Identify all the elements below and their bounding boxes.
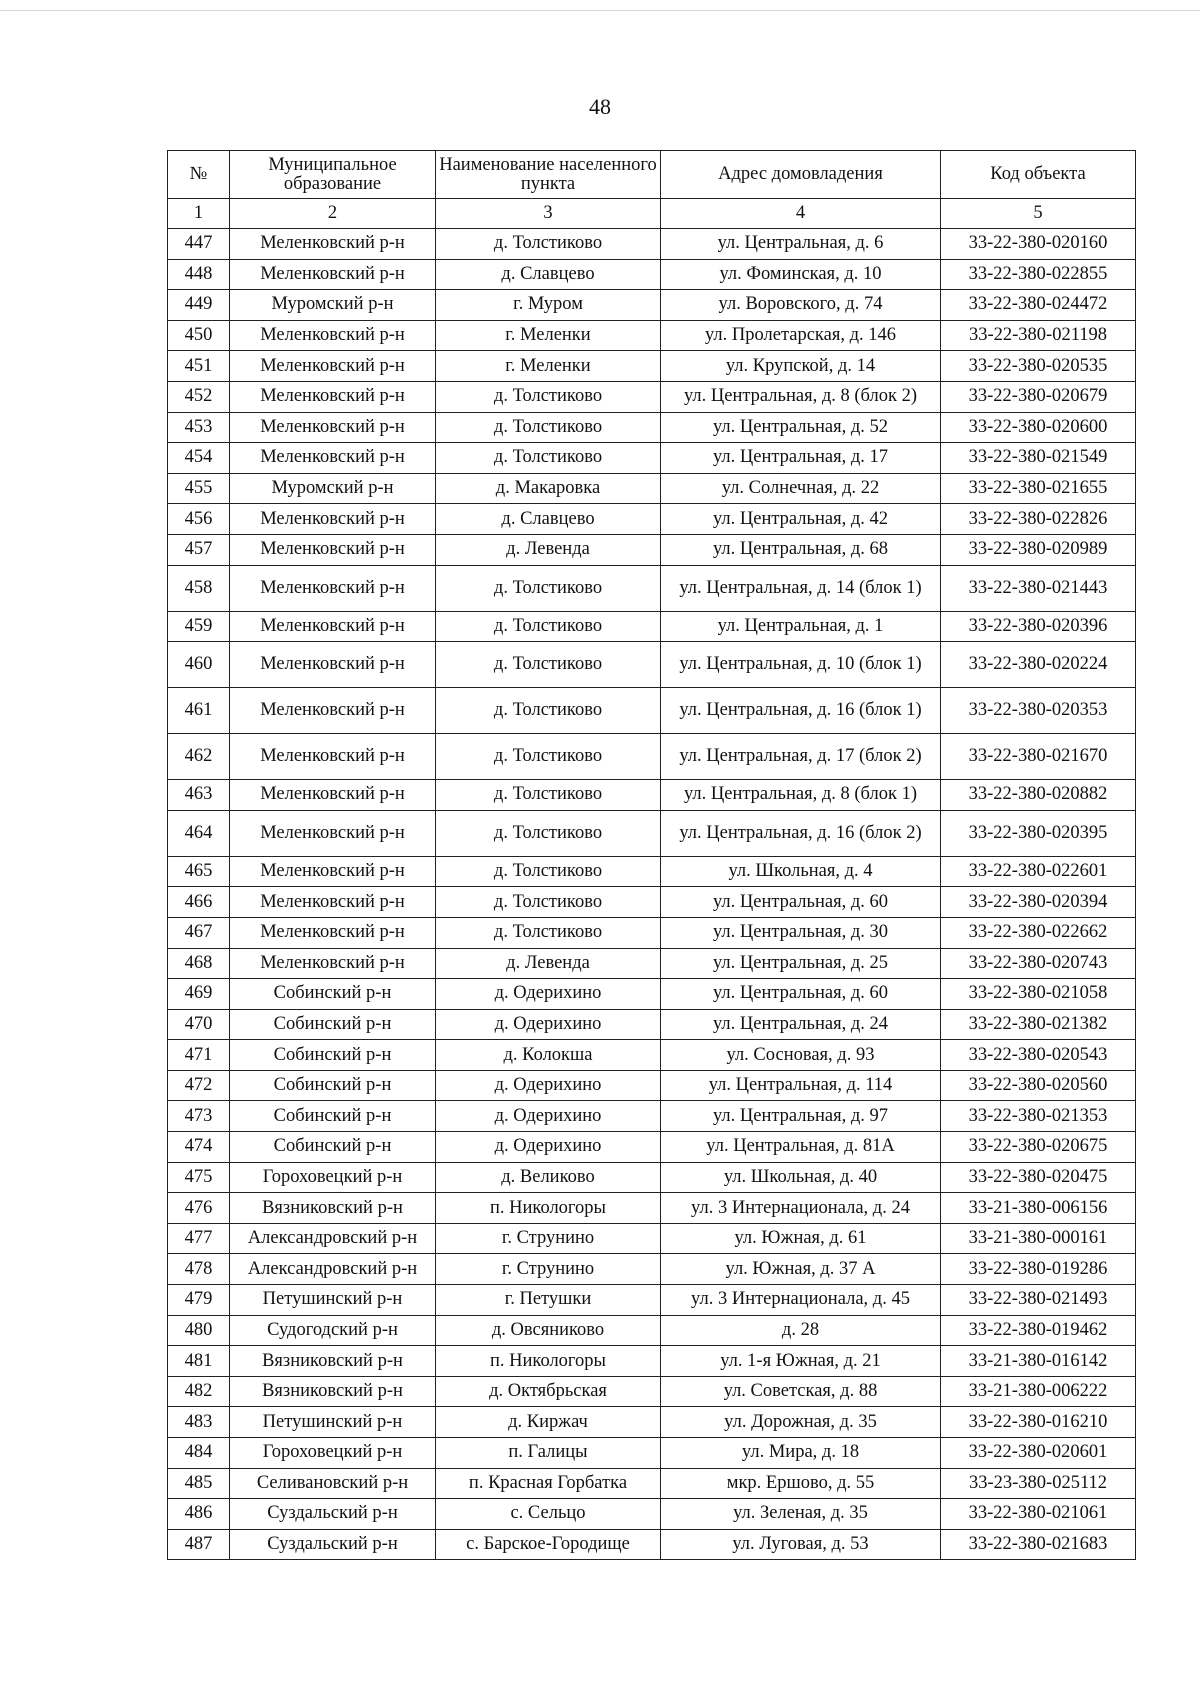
municipality-cell: Селивановский р-н bbox=[230, 1468, 436, 1499]
address-cell: ул. Центральная, д. 16 (блок 2) bbox=[661, 810, 941, 856]
table-row bbox=[168, 688, 1136, 734]
settlement-cell: д. Толстиково bbox=[436, 734, 661, 780]
address-cell: ул. Солнечная, д. 22 bbox=[661, 473, 941, 504]
settlement-cell: п. Галицы bbox=[436, 1438, 661, 1469]
table-row bbox=[168, 473, 1136, 504]
table-row bbox=[168, 1193, 1136, 1224]
address-cell: ул. Школьная, д. 40 bbox=[661, 1162, 941, 1193]
municipality-cell: Суздальский р-н bbox=[230, 1499, 436, 1530]
object-code-cell: 33-22-380-021353 bbox=[941, 1101, 1136, 1132]
row-number: 452 bbox=[168, 381, 230, 412]
row-number: 453 bbox=[168, 412, 230, 443]
municipality-cell: Меленковский р-н bbox=[230, 734, 436, 780]
table-row bbox=[168, 1009, 1136, 1040]
municipality-cell: Меленковский р-н bbox=[230, 229, 436, 260]
address-cell: ул. Зеленая, д. 35 bbox=[661, 1499, 941, 1530]
settlement-cell: г. Меленки bbox=[436, 320, 661, 351]
address-cell: ул. Крупской, д. 14 bbox=[661, 351, 941, 382]
row-number: 457 bbox=[168, 534, 230, 565]
row-number: 482 bbox=[168, 1376, 230, 1407]
municipality-cell: Александровский р-н bbox=[230, 1254, 436, 1285]
municipality-cell: Меленковский р-н bbox=[230, 948, 436, 979]
municipality-cell: Меленковский р-н bbox=[230, 856, 436, 887]
row-number: 454 bbox=[168, 443, 230, 474]
object-code-cell: 33-22-380-020882 bbox=[941, 780, 1136, 811]
address-cell: ул. Центральная, д. 60 bbox=[661, 887, 941, 918]
row-number: 486 bbox=[168, 1499, 230, 1530]
table-body bbox=[168, 229, 1136, 1560]
object-code-cell: 33-22-380-020535 bbox=[941, 351, 1136, 382]
municipality-cell: Вязниковский р-н bbox=[230, 1376, 436, 1407]
settlement-cell: п. Никологоры bbox=[436, 1346, 661, 1377]
row-number: 469 bbox=[168, 979, 230, 1010]
object-code-cell: 33-22-380-020600 bbox=[941, 412, 1136, 443]
object-code-cell: 33-22-380-020395 bbox=[941, 810, 1136, 856]
row-number: 487 bbox=[168, 1529, 230, 1560]
row-number: 477 bbox=[168, 1223, 230, 1254]
municipality-cell: Меленковский р-н bbox=[230, 320, 436, 351]
object-code-cell: 33-22-380-020543 bbox=[941, 1040, 1136, 1071]
object-code-cell: 33-22-380-020394 bbox=[941, 887, 1136, 918]
table-row bbox=[168, 1070, 1136, 1101]
municipality-cell: Меленковский р-н bbox=[230, 443, 436, 474]
object-code-cell: 33-22-380-016210 bbox=[941, 1407, 1136, 1438]
municipality-cell: Суздальский р-н bbox=[230, 1529, 436, 1560]
column-number: 5 bbox=[941, 199, 1136, 229]
settlement-cell: д. Толстиково bbox=[436, 381, 661, 412]
table-header-row bbox=[168, 151, 1136, 199]
table-row bbox=[168, 351, 1136, 382]
row-number: 471 bbox=[168, 1040, 230, 1071]
address-cell: ул. Дорожная, д. 35 bbox=[661, 1407, 941, 1438]
municipality-cell: Судогодский р-н bbox=[230, 1315, 436, 1346]
object-code-cell: 33-22-380-021670 bbox=[941, 734, 1136, 780]
settlement-cell: г. Петушки bbox=[436, 1285, 661, 1316]
object-code-cell: 33-22-380-020675 bbox=[941, 1132, 1136, 1163]
municipality-cell: Собинский р-н bbox=[230, 1132, 436, 1163]
row-number: 475 bbox=[168, 1162, 230, 1193]
object-code-cell: 33-22-380-021058 bbox=[941, 979, 1136, 1010]
row-number: 458 bbox=[168, 565, 230, 611]
settlement-cell: г. Струнино bbox=[436, 1223, 661, 1254]
table-row bbox=[168, 611, 1136, 642]
municipality-cell: Собинский р-н bbox=[230, 1009, 436, 1040]
address-cell: ул. 3 Интернационала, д. 24 bbox=[661, 1193, 941, 1224]
table-row bbox=[168, 565, 1136, 611]
settlement-cell: с. Сельцо bbox=[436, 1499, 661, 1530]
row-number: 462 bbox=[168, 734, 230, 780]
column-number: 3 bbox=[436, 199, 661, 229]
object-code-cell: 33-22-380-020560 bbox=[941, 1070, 1136, 1101]
settlement-cell: д. Макаровка bbox=[436, 473, 661, 504]
municipality-cell: Собинский р-н bbox=[230, 1040, 436, 1071]
address-cell: ул. Воровского, д. 74 bbox=[661, 290, 941, 321]
header-object-code: Код объекта bbox=[941, 151, 1136, 199]
object-code-cell: 33-22-380-020160 bbox=[941, 229, 1136, 260]
table-row bbox=[168, 642, 1136, 688]
address-cell: ул. Центральная, д. 17 bbox=[661, 443, 941, 474]
row-number: 455 bbox=[168, 473, 230, 504]
settlement-cell: д. Толстиково bbox=[436, 810, 661, 856]
settlement-cell: д. Толстиково bbox=[436, 443, 661, 474]
object-code-cell: 33-22-380-019286 bbox=[941, 1254, 1136, 1285]
column-number: 2 bbox=[230, 199, 436, 229]
address-cell: ул. Центральная, д. 14 (блок 1) bbox=[661, 565, 941, 611]
table-row bbox=[168, 887, 1136, 918]
address-cell: ул. Фоминская, д. 10 bbox=[661, 259, 941, 290]
object-code-cell: 33-22-380-022601 bbox=[941, 856, 1136, 887]
header-address: Адрес домовладения bbox=[661, 151, 941, 199]
table-row bbox=[168, 381, 1136, 412]
municipality-cell: Петушинский р-н bbox=[230, 1407, 436, 1438]
row-number: 474 bbox=[168, 1132, 230, 1163]
table-row bbox=[168, 1315, 1136, 1346]
table-row bbox=[168, 810, 1136, 856]
table-row bbox=[168, 1376, 1136, 1407]
scan-edge-line bbox=[0, 10, 1200, 15]
table-row bbox=[168, 780, 1136, 811]
table-row bbox=[168, 504, 1136, 535]
object-code-cell: 33-22-380-022662 bbox=[941, 917, 1136, 948]
table-row bbox=[168, 320, 1136, 351]
table-row bbox=[168, 1468, 1136, 1499]
settlement-cell: д. Славцево bbox=[436, 259, 661, 290]
table-row bbox=[168, 229, 1136, 260]
page-number: 48 bbox=[589, 94, 611, 119]
municipality-cell: Вязниковский р-н bbox=[230, 1346, 436, 1377]
row-number: 485 bbox=[168, 1468, 230, 1499]
settlement-cell: д. Толстиково bbox=[436, 565, 661, 611]
object-code-cell: 33-22-380-021655 bbox=[941, 473, 1136, 504]
settlement-cell: д. Овсяниково bbox=[436, 1315, 661, 1346]
address-cell: ул. Центральная, д. 97 bbox=[661, 1101, 941, 1132]
row-number: 461 bbox=[168, 688, 230, 734]
address-cell: ул. Центральная, д. 17 (блок 2) bbox=[661, 734, 941, 780]
row-number: 479 bbox=[168, 1285, 230, 1316]
object-code-cell: 33-22-380-024472 bbox=[941, 290, 1136, 321]
address-cell: ул. Центральная, д. 8 (блок 1) bbox=[661, 780, 941, 811]
address-cell: ул. Центральная, д. 16 (блок 1) bbox=[661, 688, 941, 734]
municipality-cell: Муромский р-н bbox=[230, 290, 436, 321]
municipality-cell: Меленковский р-н bbox=[230, 810, 436, 856]
settlement-cell: п. Никологоры bbox=[436, 1193, 661, 1224]
settlement-cell: с. Барское-Городище bbox=[436, 1529, 661, 1560]
table-row bbox=[168, 1407, 1136, 1438]
settlement-cell: д. Октябрьская bbox=[436, 1376, 661, 1407]
settlement-cell: д. Одерихино bbox=[436, 979, 661, 1010]
address-cell: ул. Центральная, д. 1 bbox=[661, 611, 941, 642]
row-number: 470 bbox=[168, 1009, 230, 1040]
object-code-cell: 33-21-380-016142 bbox=[941, 1346, 1136, 1377]
row-number: 483 bbox=[168, 1407, 230, 1438]
address-cell: мкр. Ершово, д. 55 bbox=[661, 1468, 941, 1499]
registry-table bbox=[167, 150, 1136, 1560]
object-code-cell: 33-21-380-000161 bbox=[941, 1223, 1136, 1254]
table-row bbox=[168, 1254, 1136, 1285]
row-number: 484 bbox=[168, 1438, 230, 1469]
object-code-cell: 33-22-380-020989 bbox=[941, 534, 1136, 565]
row-number: 447 bbox=[168, 229, 230, 260]
settlement-cell: г. Меленки bbox=[436, 351, 661, 382]
settlement-cell: д. Колокша bbox=[436, 1040, 661, 1071]
row-number: 459 bbox=[168, 611, 230, 642]
settlement-cell: д. Одерихино bbox=[436, 1101, 661, 1132]
row-number: 465 bbox=[168, 856, 230, 887]
table-row bbox=[168, 948, 1136, 979]
address-cell: ул. Центральная, д. 25 bbox=[661, 948, 941, 979]
settlement-cell: д. Одерихино bbox=[436, 1009, 661, 1040]
table-row bbox=[168, 917, 1136, 948]
address-cell: ул. Центральная, д. 68 bbox=[661, 534, 941, 565]
municipality-cell: Меленковский р-н bbox=[230, 381, 436, 412]
row-number: 448 bbox=[168, 259, 230, 290]
municipality-cell: Собинский р-н bbox=[230, 1070, 436, 1101]
object-code-cell: 33-22-380-020224 bbox=[941, 642, 1136, 688]
row-number: 480 bbox=[168, 1315, 230, 1346]
table-row bbox=[168, 259, 1136, 290]
settlement-cell: д. Толстиково bbox=[436, 856, 661, 887]
address-cell: ул. 1-я Южная, д. 21 bbox=[661, 1346, 941, 1377]
address-cell: ул. Сосновая, д. 93 bbox=[661, 1040, 941, 1071]
address-cell: ул. Центральная, д. 6 bbox=[661, 229, 941, 260]
object-code-cell: 33-22-380-020353 bbox=[941, 688, 1136, 734]
object-code-cell: 33-22-380-021198 bbox=[941, 320, 1136, 351]
settlement-cell: г. Муром bbox=[436, 290, 661, 321]
address-cell: ул. Центральная, д. 42 bbox=[661, 504, 941, 535]
object-code-cell: 33-22-380-021493 bbox=[941, 1285, 1136, 1316]
address-cell: ул. Пролетарская, д. 146 bbox=[661, 320, 941, 351]
municipality-cell: Вязниковский р-н bbox=[230, 1193, 436, 1224]
row-number: 481 bbox=[168, 1346, 230, 1377]
municipality-cell: Меленковский р-н bbox=[230, 780, 436, 811]
address-cell: ул. Центральная, д. 24 bbox=[661, 1009, 941, 1040]
address-cell: ул. Советская, д. 88 bbox=[661, 1376, 941, 1407]
table-row bbox=[168, 443, 1136, 474]
object-code-cell: 33-22-380-021061 bbox=[941, 1499, 1136, 1530]
settlement-cell: д. Толстиково bbox=[436, 887, 661, 918]
table-row bbox=[168, 1346, 1136, 1377]
object-code-cell: 33-22-380-020396 bbox=[941, 611, 1136, 642]
table-row bbox=[168, 1040, 1136, 1071]
municipality-cell: Собинский р-н bbox=[230, 979, 436, 1010]
municipality-cell: Меленковский р-н bbox=[230, 642, 436, 688]
municipality-cell: Меленковский р-н bbox=[230, 887, 436, 918]
table-row bbox=[168, 1438, 1136, 1469]
municipality-cell: Гороховецкий р-н bbox=[230, 1162, 436, 1193]
municipality-cell: Меленковский р-н bbox=[230, 611, 436, 642]
settlement-cell: п. Красная Горбатка bbox=[436, 1468, 661, 1499]
address-cell: ул. Центральная, д. 114 bbox=[661, 1070, 941, 1101]
table-row bbox=[168, 979, 1136, 1010]
object-code-cell: 33-22-380-020743 bbox=[941, 948, 1136, 979]
object-code-cell: 33-22-380-021382 bbox=[941, 1009, 1136, 1040]
municipality-cell: Меленковский р-н bbox=[230, 534, 436, 565]
settlement-cell: д. Славцево bbox=[436, 504, 661, 535]
table-row bbox=[168, 1101, 1136, 1132]
settlement-cell: д. Толстиково bbox=[436, 229, 661, 260]
object-code-cell: 33-23-380-025112 bbox=[941, 1468, 1136, 1499]
address-cell: ул. Центральная, д. 81А bbox=[661, 1132, 941, 1163]
object-code-cell: 33-22-380-021443 bbox=[941, 565, 1136, 611]
row-number: 467 bbox=[168, 917, 230, 948]
table-row bbox=[168, 412, 1136, 443]
municipality-cell: Меленковский р-н bbox=[230, 351, 436, 382]
row-number: 463 bbox=[168, 780, 230, 811]
table-row bbox=[168, 734, 1136, 780]
address-cell: ул. Центральная, д. 60 bbox=[661, 979, 941, 1010]
address-cell: ул. Центральная, д. 52 bbox=[661, 412, 941, 443]
address-cell: ул. Южная, д. 37 А bbox=[661, 1254, 941, 1285]
settlement-cell: д. Толстиково bbox=[436, 688, 661, 734]
header-settlement: Наименование населенного пункта bbox=[436, 151, 661, 199]
settlement-cell: д. Левенда bbox=[436, 534, 661, 565]
municipality-cell: Муромский р-н bbox=[230, 473, 436, 504]
address-cell: ул. Школьная, д. 4 bbox=[661, 856, 941, 887]
municipality-cell: Меленковский р-н bbox=[230, 504, 436, 535]
table-row bbox=[168, 1285, 1136, 1316]
table-row bbox=[168, 856, 1136, 887]
municipality-cell: Меленковский р-н bbox=[230, 259, 436, 290]
municipality-cell: Гороховецкий р-н bbox=[230, 1438, 436, 1469]
row-number: 456 bbox=[168, 504, 230, 535]
address-cell: ул. Луговая, д. 53 bbox=[661, 1529, 941, 1560]
municipality-cell: Александровский р-н bbox=[230, 1223, 436, 1254]
address-cell: ул. Центральная, д. 30 bbox=[661, 917, 941, 948]
object-code-cell: 33-21-380-006156 bbox=[941, 1193, 1136, 1224]
row-number: 449 bbox=[168, 290, 230, 321]
object-code-cell: 33-22-380-021549 bbox=[941, 443, 1136, 474]
column-number: 4 bbox=[661, 199, 941, 229]
table-row bbox=[168, 1499, 1136, 1530]
settlement-cell: д. Толстиково bbox=[436, 780, 661, 811]
row-number: 450 bbox=[168, 320, 230, 351]
settlement-cell: д. Толстиково bbox=[436, 412, 661, 443]
settlement-cell: д. Одерихино bbox=[436, 1070, 661, 1101]
settlement-cell: д. Толстиково bbox=[436, 917, 661, 948]
object-code-cell: 33-22-380-022826 bbox=[941, 504, 1136, 535]
table-row bbox=[168, 290, 1136, 321]
object-code-cell: 33-22-380-019462 bbox=[941, 1315, 1136, 1346]
settlement-cell: д. Левенда bbox=[436, 948, 661, 979]
header-number: № bbox=[168, 151, 230, 199]
settlement-cell: д. Толстиково bbox=[436, 642, 661, 688]
row-number: 478 bbox=[168, 1254, 230, 1285]
address-cell: ул. Центральная, д. 8 (блок 2) bbox=[661, 381, 941, 412]
object-code-cell: 33-22-380-020679 bbox=[941, 381, 1136, 412]
settlement-cell: д. Толстиково bbox=[436, 611, 661, 642]
address-cell: ул. Мира, д. 18 bbox=[661, 1438, 941, 1469]
row-number: 473 bbox=[168, 1101, 230, 1132]
address-cell: ул. 3 Интернационала, д. 45 bbox=[661, 1285, 941, 1316]
municipality-cell: Петушинский р-н bbox=[230, 1285, 436, 1316]
column-number: 1 bbox=[168, 199, 230, 229]
address-cell: ул. Южная, д. 61 bbox=[661, 1223, 941, 1254]
address-cell: д. 28 bbox=[661, 1315, 941, 1346]
row-number: 464 bbox=[168, 810, 230, 856]
municipality-cell: Меленковский р-н bbox=[230, 688, 436, 734]
municipality-cell: Меленковский р-н bbox=[230, 917, 436, 948]
settlement-cell: д. Киржач bbox=[436, 1407, 661, 1438]
settlement-cell: д. Одерихино bbox=[436, 1132, 661, 1163]
settlement-cell: д. Великово bbox=[436, 1162, 661, 1193]
object-code-cell: 33-22-380-020475 bbox=[941, 1162, 1136, 1193]
object-code-cell: 33-22-380-020601 bbox=[941, 1438, 1136, 1469]
table-row bbox=[168, 1223, 1136, 1254]
table-row bbox=[168, 534, 1136, 565]
municipality-cell: Собинский р-н bbox=[230, 1101, 436, 1132]
header-municipality: Муниципальное образование bbox=[230, 151, 436, 199]
object-code-cell: 33-22-380-022855 bbox=[941, 259, 1136, 290]
row-number: 468 bbox=[168, 948, 230, 979]
table-row bbox=[168, 1132, 1136, 1163]
object-code-cell: 33-21-380-006222 bbox=[941, 1376, 1136, 1407]
municipality-cell: Меленковский р-н bbox=[230, 412, 436, 443]
row-number: 476 bbox=[168, 1193, 230, 1224]
municipality-cell: Меленковский р-н bbox=[230, 565, 436, 611]
table-row bbox=[168, 1162, 1136, 1193]
row-number: 472 bbox=[168, 1070, 230, 1101]
row-number: 451 bbox=[168, 351, 230, 382]
object-code-cell: 33-22-380-021683 bbox=[941, 1529, 1136, 1560]
row-number: 466 bbox=[168, 887, 230, 918]
row-number: 460 bbox=[168, 642, 230, 688]
column-numbers-row bbox=[168, 199, 1136, 229]
settlement-cell: г. Струнино bbox=[436, 1254, 661, 1285]
address-cell: ул. Центральная, д. 10 (блок 1) bbox=[661, 642, 941, 688]
table-row bbox=[168, 1529, 1136, 1560]
